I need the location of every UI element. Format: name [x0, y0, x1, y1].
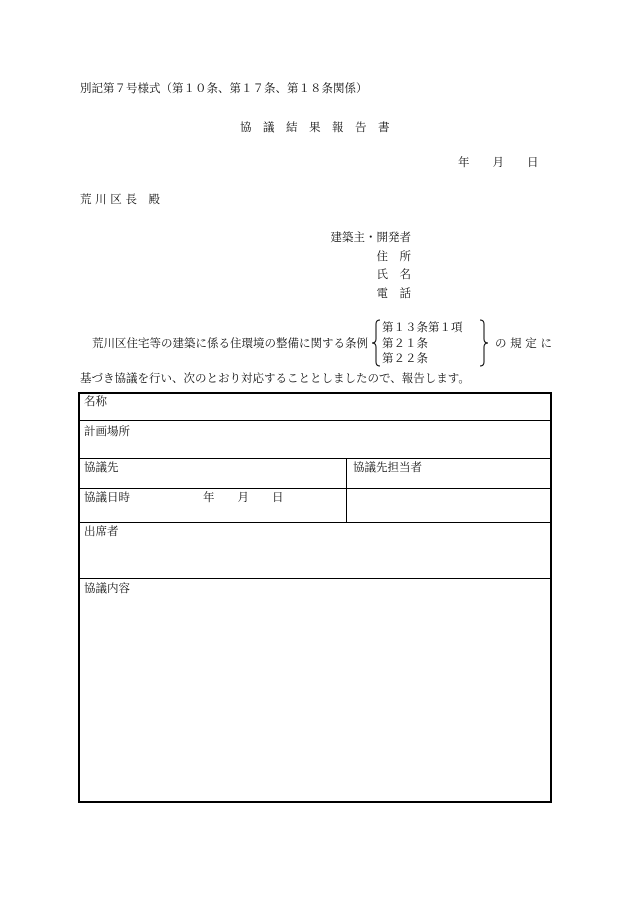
address-label: 住 所 [376, 249, 411, 263]
form-number: 別記第７号様式（第１０条、第１７条、第１８条関係） [80, 81, 368, 95]
report-table [78, 392, 552, 803]
statement-suffix: の 規 定 に [495, 336, 552, 350]
party-cell [78, 459, 347, 488]
attendees-label: 出席者 [84, 524, 119, 538]
clause-2: 第２１条 [382, 336, 428, 350]
addressee: 荒 川 区 長 殿 [80, 192, 160, 206]
date-cell [78, 489, 347, 522]
contact-cell [347, 459, 552, 488]
clause-1: 第１３条第１項 [382, 320, 463, 334]
applicant-role: 建築主・開発者 [330, 230, 411, 244]
statement-line-2: 基づき協議を行い、次のとおり対応することとしましたので、報告します。 [80, 371, 470, 385]
table-row-party [78, 459, 552, 489]
right-brace [476, 318, 492, 368]
date-line: 年 月 日 [458, 155, 539, 169]
project-name-label: 名称 [84, 394, 107, 408]
table-row-attendees [78, 523, 552, 579]
content-label: 協議内容 [84, 581, 130, 595]
table-row-date [78, 489, 552, 523]
phone-label: 電 話 [376, 286, 411, 300]
contact-label: 協議先担当者 [353, 460, 422, 474]
site-label: 計画場所 [84, 424, 130, 438]
table-row-project-name [78, 392, 552, 421]
date-blank-cell [347, 489, 552, 522]
document-title: 協 議 結 果 報 告 書 [240, 120, 390, 134]
party-label: 協議先 [84, 460, 119, 474]
meeting-date-label: 協議日時 [84, 490, 130, 504]
table-row-content [78, 579, 552, 803]
table-row-site [78, 421, 552, 459]
meeting-date-fields: 年 月 日 [203, 490, 284, 504]
applicant-name-label: 氏 名 [376, 267, 411, 281]
ordinance-name: 荒川区住宅等の建築に係る住環境の整備に関する条例 [92, 336, 368, 350]
clause-3: 第２２条 [382, 351, 428, 365]
